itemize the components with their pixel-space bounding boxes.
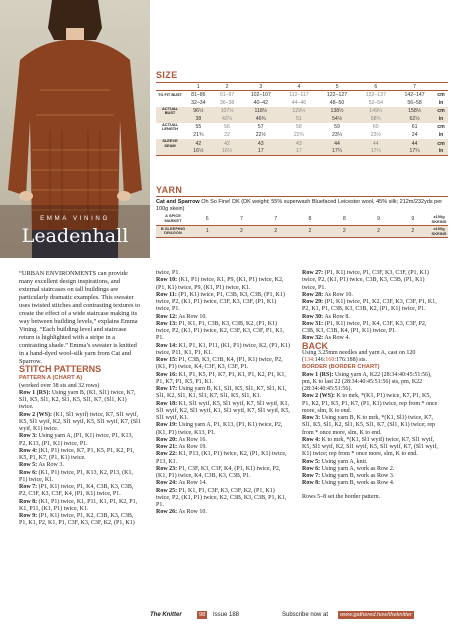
row-instruction: (K1, P1) twice, K7, P1, K5, P1, K2, P1, K5, P1, K7, (P1, K1) twice. (19, 447, 135, 461)
size-cell: 107½ (213, 107, 242, 115)
pattern-row (156, 437, 290, 444)
size-cell: 46¾ (241, 115, 280, 123)
size-cell: 17 (241, 148, 280, 156)
pattern-row (156, 292, 290, 314)
subscribe-link[interactable]: www.gathered.how/theknitter (340, 612, 412, 618)
row-instruction: As Row 3. (37, 462, 64, 469)
size-cell: 23¼ (331, 132, 343, 139)
size-header-row (156, 83, 448, 91)
row-instruction: As Row 10. (177, 313, 207, 320)
size-cell: 132–137 (356, 91, 395, 99)
pattern-row (19, 412, 141, 434)
size-heading: SIZE (156, 70, 178, 80)
pattern-row (302, 372, 438, 394)
row-number: Row 29: (302, 299, 324, 305)
size-row-label: SLEEVE SEAM (156, 139, 184, 147)
size-row-label: TO FIT BUST (156, 91, 184, 99)
row-number: Row 9: (19, 513, 38, 519)
row-instruction: As Row 16. (177, 436, 207, 443)
size-cell: 60 (372, 124, 379, 131)
pattern-row (156, 321, 290, 343)
row-number: Row 31: (302, 320, 324, 327)
row-number: Row 3: (302, 415, 321, 421)
size-cell: 16½ (184, 148, 213, 156)
size-cell: 17 (280, 148, 317, 156)
yarn-shade-label: A SPICE MARKET (156, 213, 190, 225)
size-cell: 16½ (213, 148, 242, 156)
row-instruction: K1, Sl1 wyif, K5, Sl1 wyif, K7, Sl1 wyif, K1, Sl1 wyif, K2, Sl1 wyif, K1, Sl1 wyif, K7, Sl1 wyif, K5, Sl1 wyif, K1. (156, 400, 290, 421)
pattern-row (156, 314, 290, 321)
yarn-heading: YARN (156, 185, 183, 195)
size-cell: 58 (296, 124, 302, 131)
row-number: Row 28: (302, 291, 324, 298)
row-instruction: P1, K1, P1, C3F, K3, C3F, K2, (P1, K1) twice, P2, (K1, P1) twice, K2, C3B, K3, C3B, P1, K1, P1. (156, 487, 287, 508)
magazine-name: The Knitter (150, 612, 182, 618)
yarn-cell: 2 (327, 225, 361, 237)
size-cell: 118½ (241, 107, 280, 115)
row-instruction: P1, C3F, K3, C3F, K4, (P1, K1) twice, P2, (K1, P1) twice, K4, C3B, K3, C3B, P1. (156, 465, 281, 479)
text-column-3 (302, 270, 438, 501)
back-heading: BACK (302, 340, 328, 351)
size-cell: 59 (334, 124, 340, 131)
size-cell: 56–58 (407, 99, 422, 106)
size-cell: 138½ (318, 107, 357, 115)
yarn-cell: 7 (224, 213, 258, 225)
intro-paragraph: “URBAN ENVIRONMENTS can provide many excellent design inspirations, and external staircases on tall buildings are particularly dramatic examples. This sweater uses twisted stitches and contrasting textures to create the effect of a wide staircase making its way between building levels,” explains Emma Vining. “Each building level and staircase return is highlighted with a stripe in a contrasting shade.” Emma’s sweater is knitted in a hand-dyed wool-silk yarn from Cat and Sparrow. (19, 270, 141, 365)
page-number: 98 (199, 612, 206, 618)
yarn-cell: 7 (259, 213, 293, 225)
size-cell: 17¼ (395, 148, 434, 156)
row-instruction: K to mrk, *(K1, Sl1 wyif) twice, K7, Sl1 wyif, K5, Sl1 wyif, K2, Sl1 wyif, K5, Sl1 wyif, K7, (Sl1 wyif, K1) twice; rep from * once more, slm, K to end. (302, 436, 438, 458)
pattern-row (302, 466, 438, 473)
size-cell: 58¾ (356, 115, 395, 123)
row-instruction: Using yarn A, work as Row 2. (320, 465, 395, 472)
size-row (156, 131, 448, 139)
yarn-unit: x100g SKEINS (431, 226, 447, 236)
row-instruction: As Row 19. (177, 444, 207, 450)
row-instruction: As Row 8. (323, 313, 350, 320)
yarn-cell: 9 (361, 213, 395, 225)
size-row-label: ACTUAL BUST (156, 107, 184, 115)
yarn-brand: Cat and Sparrow (156, 199, 200, 205)
row-instruction: As Row 10. (323, 291, 353, 298)
row-instruction: Using yarn A, P1, K13, (P1, K1) twice, P2, (K1, P1) twice, K13, P1. (156, 422, 283, 436)
size-cell: 42 (184, 139, 213, 147)
size-cell: 42 (213, 139, 242, 147)
pattern-a-rows (19, 390, 141, 528)
stitch-patterns-heading: STITCH PATTERNS (19, 364, 102, 374)
yarn-cell: 2 (224, 225, 258, 237)
size-cell: 17¼ (356, 148, 395, 156)
yarn-shade-label: B SLEEPING DRAGON (156, 225, 190, 237)
pattern-row (302, 299, 438, 314)
pattern-row (156, 401, 290, 423)
row-number: Row 23: (156, 465, 178, 472)
size-cell: 149½ (356, 107, 395, 115)
size-cell: 54½ (318, 115, 357, 123)
pattern-row (302, 393, 438, 415)
size-cell: 38 (184, 115, 213, 123)
row-instruction: Using yarn B, (K1, Sl1) twice, K7, Sl1, K5, Sl1, K2, Sl1, K5, Sl1, K7, (Sl1, K1) twice. (19, 389, 136, 411)
yarn-unit: x100g SKEINS (431, 213, 447, 224)
row-instruction: K1, P1, K1, P11, (K1, P1) twice, K2, (P1, K1) twice, P11, K1, P1, K1. (156, 342, 290, 356)
size-table (156, 82, 448, 156)
pattern-row (156, 343, 290, 358)
row-number: Row 25: (156, 487, 178, 494)
size-corner (156, 83, 184, 91)
size-cell: 91–97 (213, 91, 242, 99)
row-instruction: twice, P1. (156, 270, 180, 276)
subscribe-text: Subscribe now at (282, 612, 329, 618)
size-row-label: ACTUAL LENGTH (162, 121, 178, 132)
size-cell: 22¾ (293, 132, 304, 139)
size-col-label: 5 (318, 83, 357, 91)
row-number: Row 32: (302, 335, 324, 342)
pattern-row (19, 499, 141, 514)
row-instruction: Using yarn B, work as Row 3. (320, 473, 395, 479)
size-cell: 62½ (395, 115, 434, 123)
pattern-row (156, 466, 290, 481)
size-row (156, 107, 448, 115)
size-cell: 57 (257, 124, 264, 131)
pattern-row (302, 480, 438, 487)
size-cell: 81–86 (184, 91, 213, 99)
size-cell: 56 (224, 124, 230, 131)
size-cell: 21¾ (193, 132, 204, 139)
pattern-row (156, 372, 290, 387)
row-number: Row 6: (302, 465, 321, 472)
pattern-row (19, 448, 141, 463)
row-number: Row 2 (WS): (302, 393, 335, 400)
size-cell: 22 (224, 132, 230, 139)
yarn-cell: 6 (190, 213, 224, 225)
size-cell: 122–127 (318, 91, 357, 99)
row-number: Row 2 (WS): (19, 411, 52, 418)
row-instruction: P1, K1, P1, C3B, K3, C3B, K2, (P1, K1) twice, P2, (K1, P1) twice, K2, C3F, K3, C3F, P1, K1, P1. (156, 320, 285, 342)
pattern-a-rows-end (302, 270, 438, 343)
pattern-a-heading: PATTERN A (CHART A) (19, 375, 83, 382)
size-unit: cm (434, 107, 448, 115)
row-number: Row 10: (156, 277, 178, 284)
row-number: Row 13: (156, 320, 178, 327)
size-cell: 51 (280, 115, 317, 123)
size-row (156, 99, 448, 107)
size-unit: cm (434, 139, 448, 147)
row-number: Row 7: (302, 473, 321, 479)
pattern-row (19, 390, 141, 412)
pattern-row (302, 270, 438, 292)
pattern-row (156, 488, 290, 510)
size-cell: 43 (241, 139, 280, 147)
yarn-cell: 2 (361, 225, 395, 237)
size-unit: in (438, 99, 444, 106)
pattern-row (302, 292, 438, 299)
row-instruction: (P1, K1) twice, P1, C3B, K3, C3B, (P1, K1) twice, P2, (K1, P1) twice, C3F, K3, C3F, (P1, K1) twice, P1. (156, 291, 285, 313)
row-number: Row 21: (156, 444, 178, 450)
size-col-label: 3 (241, 83, 280, 91)
size-cell: 102–107 (241, 91, 280, 99)
size-col-label: 1 (184, 83, 213, 91)
page-footer (0, 612, 452, 626)
size-cell: 43 (280, 139, 317, 147)
row-instruction: K1, P1, K5, P1, K7, P1, K1, P1, K2, P1, K1, P1, K7, P1, K5, P1, K1. (156, 371, 286, 385)
row-number: Row 7: (19, 484, 38, 490)
size-cell: 48–50 (329, 99, 345, 106)
pattern-row (156, 422, 290, 437)
pattern-a-note: (worked over 38 sts and 32 rows) (19, 382, 100, 389)
pattern-row (19, 484, 141, 499)
pattern-row (302, 321, 438, 336)
text-column-1 (19, 270, 141, 528)
pattern-row (156, 509, 290, 516)
back-text: Using 3.25mm needles and yarn A, cast on 120 ( (302, 349, 416, 363)
row-instruction: (P1, K1) twice, P1, K2, C3B, K3, C3B, P1, K1, P2, K1, P1, C3F, K3, C3F, K2, (P1, K1) (19, 513, 135, 527)
pattern-row (19, 470, 141, 485)
row-number: Row 26: (156, 509, 178, 516)
row-number: Row 5: (19, 462, 38, 469)
row-instruction: Using yarn B, work as Row 4. (320, 480, 395, 487)
row-number: Row 8: (302, 480, 321, 487)
size-row (156, 148, 448, 156)
pattern-row (156, 480, 290, 487)
size-cell: 61 (411, 124, 418, 131)
row-number: Row 16: (156, 371, 178, 378)
designer-kicker: EMMA VINING (40, 215, 110, 222)
back-mid: :146: (313, 357, 326, 363)
yarn-table (156, 213, 448, 238)
yarn-description (156, 196, 448, 213)
row-number: Row 19: (156, 422, 178, 429)
row-number: Row 12: (156, 313, 178, 320)
size-row (156, 91, 448, 99)
size-cell: 44 (356, 139, 395, 147)
size-cell: 96½ (184, 107, 213, 115)
size-cell: 44–46 (291, 99, 307, 106)
row-instruction: (K1, P1) twice, K1, P9, (K1, P1) twice, K2, (P1, K1) twice, P9, (K1, P1) twice, K1. (156, 277, 284, 291)
pattern-row (156, 386, 290, 401)
size-cell: 44 (395, 139, 434, 147)
pattern-row (156, 451, 290, 466)
size-row (156, 139, 448, 147)
pattern-row (302, 314, 438, 321)
size-cell: 52–54 (368, 99, 384, 106)
size-col-label: 2 (213, 83, 242, 91)
pattern-row (156, 277, 290, 292)
row-number: Row 15: (156, 357, 178, 363)
pattern-row (19, 433, 141, 448)
size-unit: cm (434, 91, 448, 99)
size-unit: in (434, 148, 448, 156)
size-cell: 36–38 (219, 99, 235, 106)
yarn-row (156, 213, 448, 225)
row-number: Row 3: (19, 433, 38, 440)
border-tail: Rows 5–8 set the border pattern. (302, 493, 380, 500)
row-number: Row 18: (156, 400, 178, 407)
row-instruction: Using yarn A, knit. (320, 458, 368, 465)
row-number: Row 5: (302, 458, 321, 465)
pattern-row (302, 473, 438, 480)
row-number: Row 17: (156, 386, 178, 392)
size-cell: 40–42 (253, 99, 269, 106)
row-number: Row 22: (156, 451, 178, 458)
yarn-cell: 2 (293, 225, 327, 237)
size-cell: 23½ (370, 132, 381, 139)
row-number: Row 1 (RS): (302, 371, 334, 378)
yarn-cell: 1 (190, 225, 224, 237)
pattern-row (302, 437, 438, 459)
row-number: Row 24: (156, 480, 178, 487)
row-instruction: Using yarn B, K1, Sl1, K5, Sl1, K7, Sl1, K1, Sl1, K2, Sl1, K1, Sl1, K7, Sl1, K5, Sl1, K1. (156, 386, 287, 400)
row-instruction: (P1, K1) twice, P1, C3F, K3, C3F, (P1, K1) twice, P2, (K1, P1) twice, C3B, K3, C3B, (P1, K1) twice, P1. (302, 270, 429, 291)
row-instruction: P1, C3B, K3, C3B, K4, (P1, K1) twice, P2, (K1, P1) twice, K4, C3F, K3, C3F, P1. (156, 357, 283, 371)
row-number: Row 30: (302, 313, 324, 320)
size-cell: 158½ (395, 107, 434, 115)
yarn-cell: 2 (259, 225, 293, 237)
size-cell: 44 (318, 139, 357, 147)
yarn-cell: 8 (293, 213, 327, 225)
size-cell: 22½ (255, 132, 266, 139)
size-row (156, 123, 448, 131)
row-instruction: As Row 4. (323, 335, 350, 342)
row-number: Row 4: (19, 447, 38, 454)
row-instruction: (P1, K1) twice, P1, K4, C3F, K3, C3F, P2, C3B, K3, C3B, K4, (P1, K1) twice, P1. (302, 320, 427, 334)
row-instruction: (K1, P1) twice, K1, P11, K1, P1, K2, P1, K1, P11, (K1, P1) twice, K1. (19, 498, 138, 512)
size-cell: 55 (195, 124, 202, 131)
size-row-label (156, 148, 184, 156)
row-number: Row 11: (156, 291, 177, 298)
row-number: Row 8: (19, 498, 38, 505)
row-number: Row 14: (156, 342, 178, 349)
size-unit: in (438, 132, 444, 139)
size-col-label: 4 (280, 83, 317, 91)
row-number: Row 6: (19, 469, 38, 476)
size-unit: in (434, 115, 448, 123)
pattern-row (302, 459, 438, 466)
pattern-row (156, 357, 290, 372)
row-instruction: Using yarn A, K22 (28:34:40:45:51:56), pm, K to last 22 (28:34:40:45:51:56) sts, pm, K22 (28:34:40:45:51:56). (302, 371, 432, 392)
size-unit-blank (434, 83, 448, 91)
back-cast-on (302, 350, 438, 365)
row-instruction: K to mrk, *(K1, P1) twice, K7, P1, K5, P1, K2, P1, K5, P1, K7, (P1, K1) twice, rep from * once more, slm, K to end. (302, 393, 438, 414)
row-instruction: (P1, K1) twice, P1, K2, C3F, K3, C3F, P1, K1, P2, K1, P1, C3B, K3, C3B, K2, (P1, K1) twice, P1. (302, 299, 437, 313)
pattern-row (19, 462, 141, 469)
border-heading: BORDER (BORDER CHART) (302, 364, 380, 371)
size-cell: 129½ (280, 107, 317, 115)
text-column-2 (156, 270, 290, 517)
size-cell: 42¼ (213, 115, 242, 123)
back-red-2: 160 (325, 357, 335, 363)
size-cell: 17¼ (318, 148, 357, 156)
row-instruction: (K1, P1) twice, P1, K13, K2, P13, (K1, P1) twice, K1. (19, 469, 134, 483)
row-instruction: (K1, Sl1 wyif) twice, K7, Sl1 wyif, K5, Sl1 wyif, K2, Sl1 wyif, K5, Sl1 wyif, K7, (Sl1 wyif, K1) twice. (19, 411, 141, 432)
yarn-cell: 8 (327, 213, 361, 225)
size-cell: 142–147 (395, 91, 434, 99)
size-col-label: 6 (356, 83, 395, 91)
yarn-details: Oh So Fine! DK (DK weight; 55% superwash Bluefaced Leicester wool, 45% silk; 212m/232yds per 100g skein) (156, 199, 443, 212)
issue-number: Issue 188 (213, 612, 240, 618)
pattern-a-rows-cont (156, 270, 290, 517)
pattern-row (302, 415, 438, 437)
row-instruction: Using yarn A, (P1, K1) twice, P1, K13, P2, K13, (P1, K1) twice, P1. (19, 433, 133, 447)
size-unit: cm (437, 124, 445, 131)
yarn-cell: 2 (396, 225, 430, 237)
back-end: :176:188) sts. (334, 357, 368, 363)
size-cell: 112–117 (280, 91, 317, 99)
row-instruction: As Row 14. (177, 480, 207, 487)
row-number: Row 4: (302, 436, 321, 443)
yarn-row (156, 225, 448, 237)
size-cell: 32–34 (191, 99, 206, 106)
back-red-1: 134 (304, 357, 313, 363)
row-number: Row 20: (156, 436, 178, 443)
size-cell: 24 (411, 132, 418, 139)
border-rows (302, 372, 438, 488)
row-number: Row 27: (302, 270, 324, 276)
row-instruction: Using yarn B, K to mrk, *(K1, Sl1) twice, K7, Sl1, K5, Sl1, K2, Sl1, K5, Sl1, K7, (Sl1, K1) twice; rep from * once more, slm, K to end. (302, 415, 436, 436)
row-instruction: As Row 10. (177, 509, 207, 516)
pattern-row (19, 513, 141, 528)
size-row (156, 115, 448, 123)
pattern-title: Leadenhall (21, 225, 129, 247)
row-instruction: (P1, K1) twice, P1, K4, C3B, K3, C3B, P2, C3F, K3, C3F, K4, (P1, K1) twice, P1. (19, 484, 134, 498)
row-instruction: K1, P13, (K1, P1) twice, K2, (P1, K1) twice, P13, K1. (156, 451, 287, 465)
size-col-label: 7 (395, 83, 434, 91)
row-number: Row 1 (RS): (19, 389, 51, 396)
yarn-cell: 9 (396, 213, 430, 225)
garment-photo (0, 0, 150, 258)
